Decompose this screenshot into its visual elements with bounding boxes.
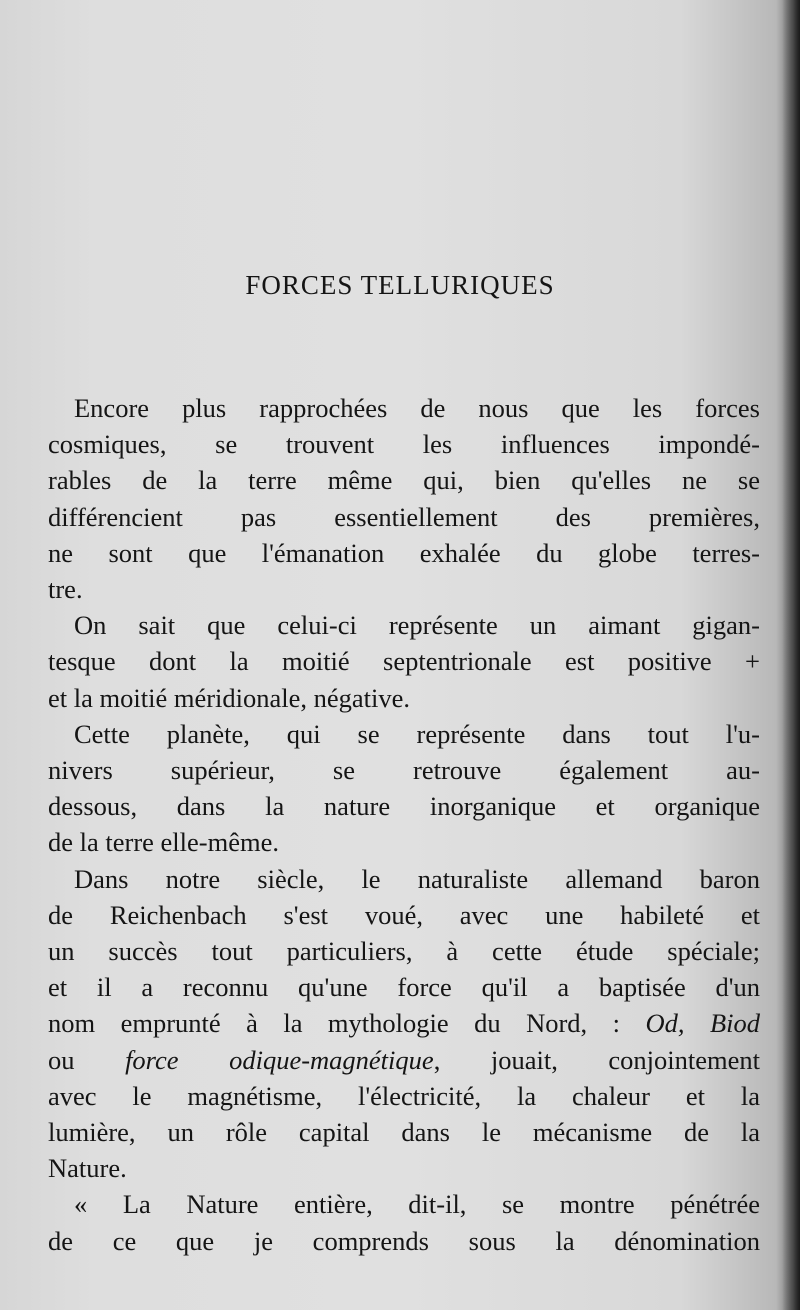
- chapter-title: FORCES TELLURIQUES: [245, 270, 555, 300]
- text-line: un succès tout particuliers, à cette étude spéciale;: [48, 936, 760, 967]
- page-edge-shadow: [782, 0, 800, 1310]
- text-line: [48, 1005, 760, 1041]
- text-line: Dans notre siècle, le naturaliste allemand baron: [74, 863, 760, 894]
- text-segment: nom emprunté à la mythologie du Nord, :: [48, 1008, 646, 1039]
- text-line: ne sont que l'émanation exhalée du globe terres-: [48, 537, 760, 568]
- body-text: [48, 390, 760, 1259]
- text-line: Cette planète, qui se représente dans tout l'u-: [74, 718, 760, 749]
- text-line: différencient pas essentiellement des premières,: [48, 501, 760, 532]
- text-line: dessous, dans la nature inorganique et organique: [48, 791, 760, 822]
- text-line: rables de la terre même qui, bien qu'elles ne se: [48, 465, 760, 496]
- text-line: nivers supérieur, se retrouve également au-: [48, 755, 760, 786]
- text-line: On sait que celui-ci représente un aimant gigan-: [74, 610, 760, 641]
- italic-term: Od, Biod: [645, 1008, 760, 1039]
- text-line: avec le magnétisme, l'électricité, la chaleur et la: [48, 1080, 760, 1111]
- text-line: cosmiques, se trouvent les influences impondé-: [48, 429, 760, 460]
- text-segment: ou: [48, 1044, 126, 1075]
- text-line: lumière, un rôle capital dans le mécanisme de la: [48, 1117, 760, 1148]
- text-line: de la terre elle-même.: [48, 827, 279, 858]
- text-line: [48, 1042, 760, 1078]
- text-line: et il a reconnu qu'une force qu'il a baptisée d'un: [48, 972, 760, 1003]
- text-line: Encore plus rapprochées de nous que les forces: [74, 393, 760, 423]
- text-line: et la moitié méridionale, négative.: [48, 682, 411, 713]
- text-line: tesque dont la moitié septentrionale est positive +: [48, 646, 760, 677]
- text-line: de ce que je comprends sous la dénomination: [48, 1225, 760, 1256]
- italic-term: force odique-magnétique: [125, 1044, 434, 1075]
- text-line: Nature.: [48, 1153, 127, 1184]
- text-line: de Reichenbach s'est voué, avec une habileté et: [48, 899, 760, 930]
- text-line: tre.: [48, 574, 83, 605]
- text-line: « La Nature entière, dit-il, se montre pénétrée: [74, 1189, 760, 1220]
- text-segment: , jouait, conjointement: [433, 1044, 761, 1075]
